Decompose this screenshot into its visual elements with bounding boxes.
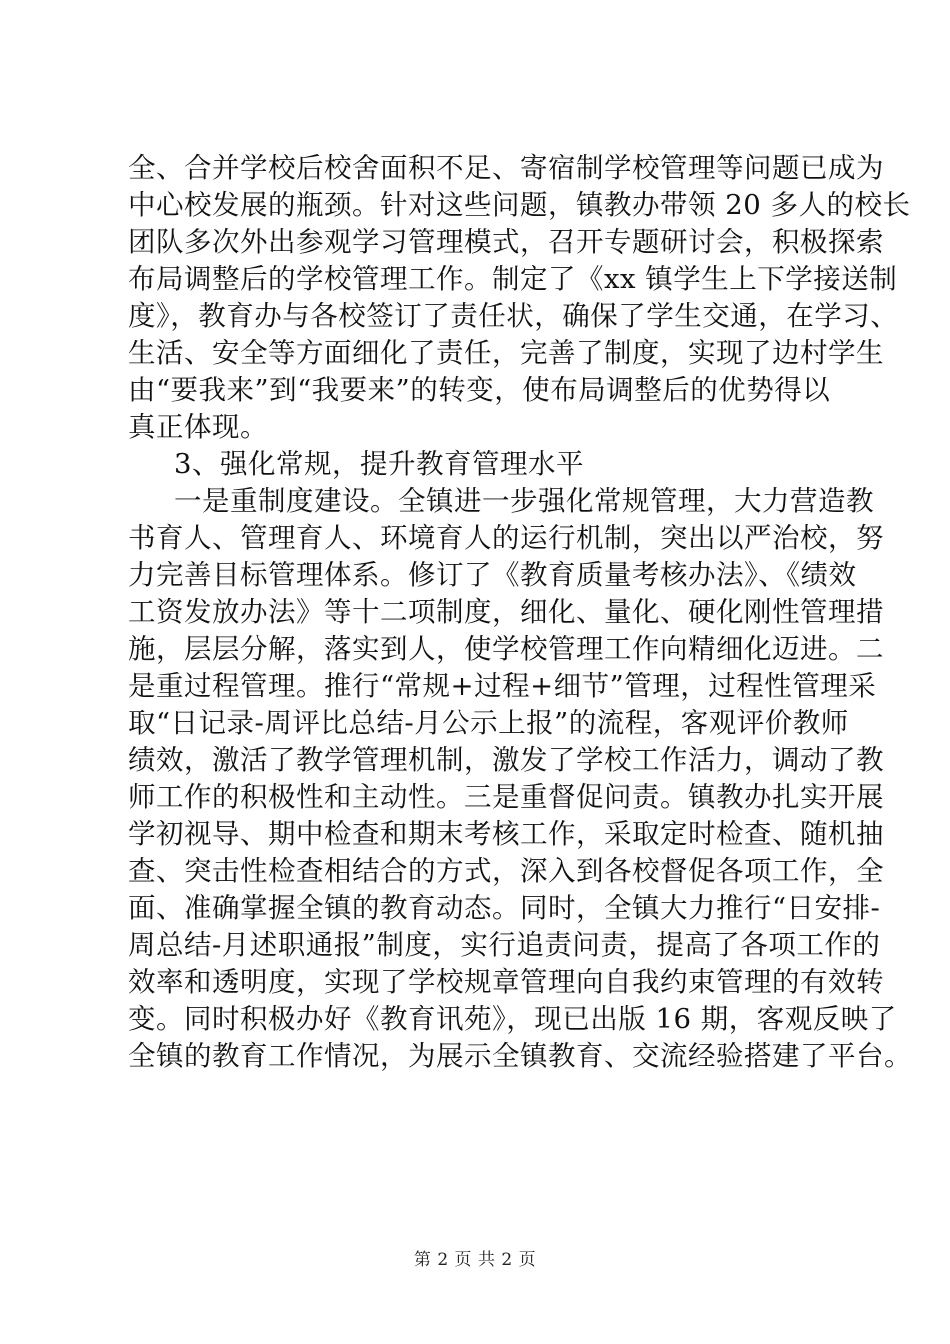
text-line: 工资发放办法》等十二项制度，细化、量化、硬化刚性管理措 xyxy=(128,596,884,628)
text-line: 变。同时积极办好《教育讯苑》，现已出版 16 期，客观反映了 xyxy=(128,1003,897,1035)
text-line: 度》，教育办与各校签订了责任状，确保了学生交通，在学习、 xyxy=(128,300,899,332)
body-text xyxy=(128,150,912,1075)
text-line: 团队多次外出参观学习管理模式，召开专题研讨会，积极探索 xyxy=(128,226,884,258)
text-line: 力完善目标管理体系。修订了《教育质量考核办法》、《绩效 xyxy=(128,559,857,591)
section-heading: 3、强化常规，提升教育管理水平 xyxy=(174,448,584,480)
text-line: 书育人、管理育人、环境育人的运行机制，突出以严治校，努 xyxy=(128,522,884,554)
text-line: 取“日记录-周评比总结-月公示上报”的流程，客观评价教师 xyxy=(128,707,849,739)
text-line: 生活、安全等方面细化了责任，完善了制度，实现了边村学生 xyxy=(128,337,884,369)
text-line: 施，层层分解，落实到人，使学校管理工作向精细化迈进。二 xyxy=(128,633,884,665)
text-line: 周总结-月述职通报”制度，实行追责问责，提高了各项工作的 xyxy=(128,929,881,961)
text-line: 全镇的教育工作情况，为展示全镇教育、交流经验搭建了平台。 xyxy=(128,1040,912,1072)
text-line: 师工作的积极性和主动性。三是重督促问责。镇教办扎实开展 xyxy=(128,781,884,813)
text-line: 面、准确掌握全镇的教育动态。同时，全镇大力推行“日安排- xyxy=(128,892,881,924)
text-line: 查、突击性检查相结合的方式，深入到各校督促各项工作，全 xyxy=(128,855,884,887)
text-line: 中心校发展的瓶颈。针对这些问题，镇教办带领 20 多人的校长 xyxy=(128,189,911,221)
text-line: 一是重制度建设。全镇进一步强化常规管理，大力营造教 xyxy=(174,485,874,517)
text-line: 由“要我来”到“我要来”的转变，使布局调整后的优势得以 xyxy=(128,374,831,406)
text-line: 效率和透明度，实现了学校规章管理向自我约束管理的有效转 xyxy=(128,966,884,998)
text-line: 全、合并学校后校舍面积不足、寄宿制学校管理等问题已成为 xyxy=(128,152,884,184)
text-line: 布局调整后的学校管理工作。制定了《xx 镇学生上下学接送制 xyxy=(128,263,898,295)
page-number-footer: 第 2 页 共 2 页 xyxy=(413,1250,537,1270)
text-line: 是重过程管理。推行“常规+过程+细节”管理，过程性管理采 xyxy=(128,670,877,702)
text-line: 绩效，激活了教学管理机制，激发了学校工作活力，调动了教 xyxy=(128,744,884,776)
text-line: 真正体现。 xyxy=(128,411,268,443)
text-line: 学初视导、期中检查和期末考核工作，采取定时检查、随机抽 xyxy=(128,818,884,850)
